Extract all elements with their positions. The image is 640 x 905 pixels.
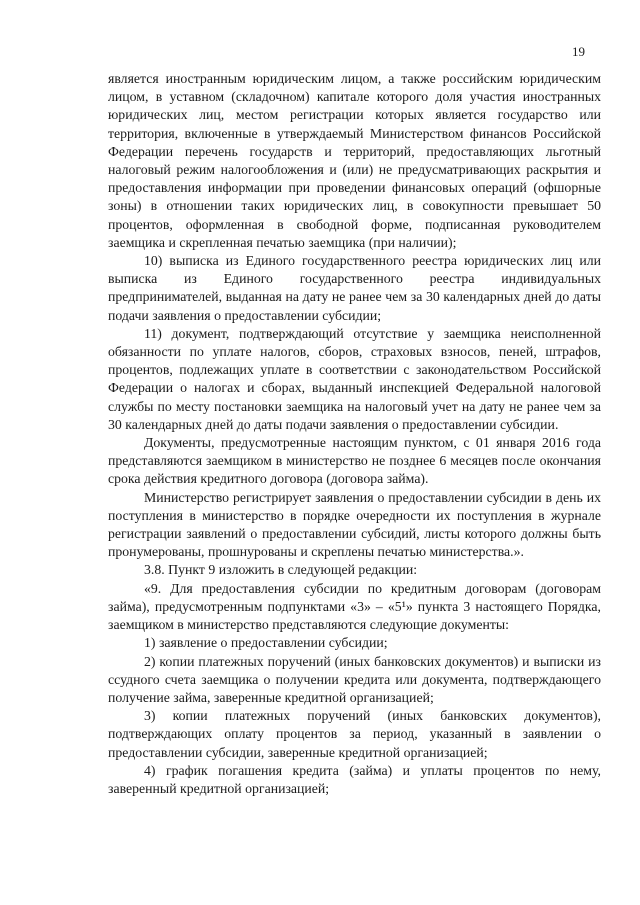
paragraph-list-item-2: 2) копии платежных поручений (иных банковских документов) и выписки из ссудного счета заемщика о получении кредита или документа, подтверждающего получение займа, заверенные кредитной организацией; bbox=[108, 653, 601, 705]
paragraph-continuation: является иностранным юридическим лицом, а также российским юридическим лицом, в уставном (складочном) капитале которого доля участия иностранных юридических лиц, местом регистрации которых является государство или территория, включенные в утверждаемый Министерством финансов Российской Федерации перечень государств и территорий, предоставляющих льготный налоговый режим налогообложения и (или) не предусматривающих раскрытия и предоставления информации при проведении финансовых операций (офшорные зоны) в отношении таких юридических лиц, в совокупности превышает 50 процентов, оформленная в свободной форме, подписанная руководителем заемщика и скрепленная печатью заемщика (при наличии); bbox=[108, 71, 601, 250]
page-number: 19 bbox=[572, 44, 585, 59]
paragraph-list-item-3: 3) копии платежных поручений (иных банковских документов), подтверждающих оплату процентов за период, указанный в заявлении о предоставлении субсидии, заверенные кредитной организацией; bbox=[108, 708, 601, 760]
document-body bbox=[108, 70, 601, 798]
paragraph-ministry-registration: Министерство регистрирует заявления о предоставлении субсидии в день их поступления в министерство в порядке очередности их поступления в журнале регистрации заявлений о предоставлении субсидий, листы которого должны быть пронумерованы, прошнурованы и скреплены печатью министерства.». bbox=[108, 489, 601, 560]
paragraph-documents-deadline: Документы, предусмотренные настоящим пунктом, с 01 января 2016 года представляются заемщиком в министерство не позднее 6 месяцев после окончания срока действия кредитного договора (договора займа). bbox=[108, 435, 601, 487]
paragraph-item-11: 11) документ, подтверждающий отсутствие у заемщика неисполненной обязанности по уплате налогов, сборов, страховых взносов, пеней, штрафов, процентов, подлежащих уплате в соответствии с законодательством Российской Федерации о налогах и сборах, выданный инспекцией Федеральной налоговой службы по месту постановки заемщика на налоговый учет на дату не ранее чем за 30 календарных дней до даты подачи заявления о предоставлении субсидии. bbox=[108, 325, 601, 432]
paragraph-section-3-8: 3.8. Пункт 9 изложить в следующей редакции: bbox=[144, 562, 418, 578]
paragraph-point-9: «9. Для предоставления субсидии по кредитным договорам (договорам займа), предусмотренным подпунктами «3» – «5¹» пункта 3 настоящего Порядка, заемщиком в министерство представляются следующие документы: bbox=[108, 580, 601, 633]
paragraph-item-10: 10) выписка из Единого государственного реестра юридических лиц или выписка из Единого государственного реестра индивидуальных предпринимателей, выданная на дату не ранее чем за 30 календарных дней до даты подачи заявления о предоставлении субсидии; bbox=[108, 253, 601, 323]
paragraph-list-item-1: 1) заявление о предоставлении субсидии; bbox=[144, 635, 388, 651]
paragraph-list-item-4: 4) график погашения кредита (займа) и уплаты процентов по нему, заверенный кредитной организацией; bbox=[108, 762, 601, 796]
